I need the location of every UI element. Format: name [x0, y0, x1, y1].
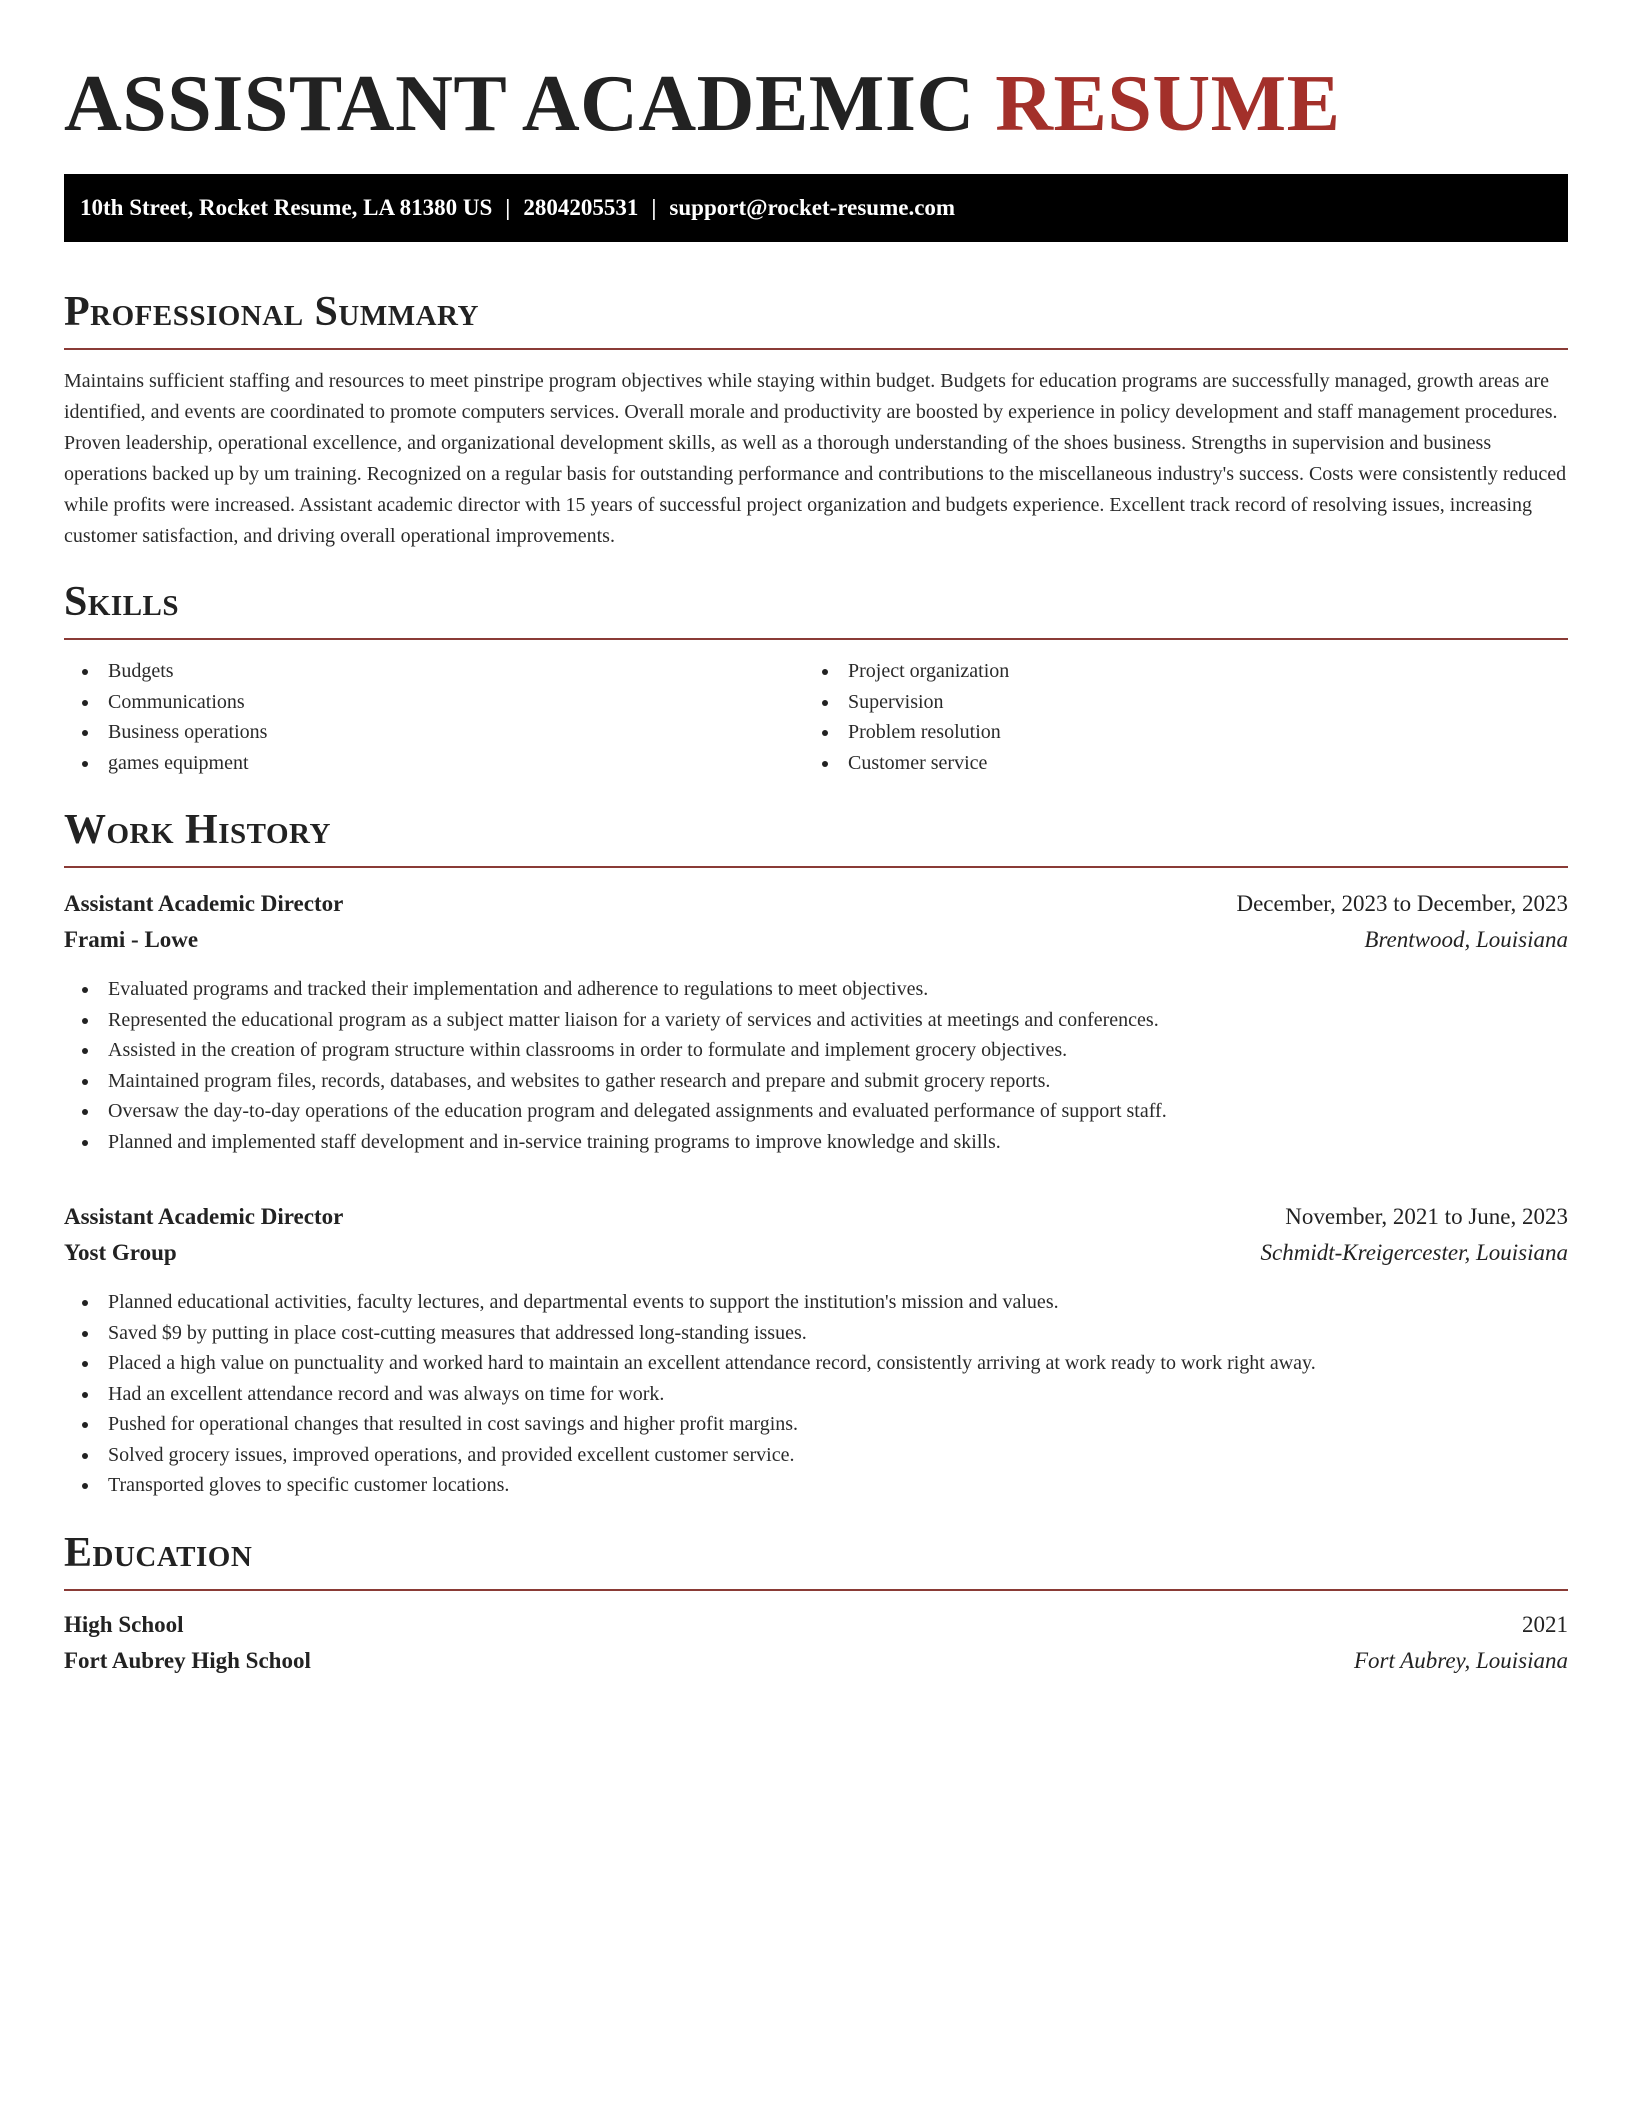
education-year: 2021: [1522, 1611, 1568, 1637]
resume-title: [64, 0, 1568, 150]
job-bullet: Planned educational activities, faculty lectures, and departmental events to support the institution's mission and values.: [64, 1287, 1568, 1318]
job-bullet: Oversaw the day-to-day operations of the education program and delegated assignments and evaluated performance of support staff.: [64, 1096, 1568, 1127]
title-main: ASSISTANT ACADEMIC: [64, 60, 975, 148]
education-degree: High School: [64, 1611, 184, 1637]
skill-item: Budgets: [64, 656, 804, 687]
skill-item: Problem resolution: [804, 717, 1544, 748]
education-school: Fort Aubrey High School: [64, 1647, 311, 1673]
skill-item: Supervision: [804, 687, 1544, 718]
job-dates: November, 2021 to June, 2023: [1285, 1204, 1568, 1229]
job-title: Assistant Academic Director: [64, 1204, 344, 1229]
work-history-heading: Work History: [64, 807, 331, 853]
skill-item: Customer service: [804, 748, 1544, 779]
contact-bar: [64, 174, 1568, 242]
contact-separator: |: [651, 195, 657, 220]
job-company-row: [64, 922, 1568, 958]
job-header-row: [64, 1199, 1568, 1235]
section-divider: [64, 638, 1568, 640]
skills-heading: Skills: [64, 579, 180, 625]
education-location: Fort Aubrey, Louisiana: [1353, 1647, 1568, 1673]
job-company: Frami - Lowe: [64, 927, 199, 952]
education-school-row: [64, 1643, 1568, 1679]
education-entry: [64, 1607, 1568, 1679]
job-location: Brentwood, Louisiana: [1364, 927, 1568, 952]
job-location: Schmidt-Kreigercester, Louisiana: [1260, 1240, 1568, 1265]
job-bullet: Assisted in the creation of program structure within classrooms in order to formulate and implement grocery objectives.: [64, 1035, 1568, 1066]
section-divider: [64, 348, 1568, 350]
job-company-row: [64, 1235, 1568, 1271]
job-bullets: [64, 1287, 1568, 1501]
work-history-section: [64, 804, 1568, 1501]
skill-item: games equipment: [64, 748, 804, 779]
job-bullet: Solved grocery issues, improved operations, and provided excellent customer service.: [64, 1440, 1568, 1471]
title-accent: RESUME: [995, 60, 1341, 148]
section-divider: [64, 1589, 1568, 1591]
job-bullet: Evaluated programs and tracked their implementation and adherence to regulations to meet objectives.: [64, 974, 1568, 1005]
job-bullet: Maintained program files, records, databases, and websites to gather research and prepare and submit grocery reports.: [64, 1066, 1568, 1097]
skill-item: Project organization: [804, 656, 1544, 687]
resume-page: [64, 0, 1568, 1679]
contact-address: 10th Street, Rocket Resume, LA 81380 US: [80, 195, 493, 220]
job-entry: [64, 886, 1568, 1157]
education-heading: Education: [64, 1529, 253, 1576]
job-dates: December, 2023 to December, 2023: [1236, 891, 1568, 916]
job-bullet: Transported gloves to specific customer locations.: [64, 1470, 1568, 1501]
job-bullet: Placed a high value on punctuality and worked hard to maintain an excellent attendance record, consistently arriving at work ready to work right away.: [64, 1348, 1568, 1379]
contact-phone: 2804205531: [523, 195, 639, 220]
job-bullet: Represented the educational program as a subject matter liaison for a variety of services and activities at meetings and conferences.: [64, 1005, 1568, 1036]
skill-item: Communications: [64, 687, 804, 718]
skills-grid: [64, 656, 1568, 778]
summary-heading: Professional Summary: [64, 289, 479, 335]
job-bullets: [64, 974, 1568, 1157]
job-company: Yost Group: [64, 1240, 177, 1265]
job-entry: [64, 1199, 1568, 1501]
job-bullet: Planned and implemented staff development and in-service training programs to improve knowledge and skills.: [64, 1127, 1568, 1158]
job-bullet: Had an excellent attendance record and was always on time for work.: [64, 1379, 1568, 1410]
summary-section: [64, 286, 1568, 552]
skills-list-left: [64, 656, 804, 778]
job-title: Assistant Academic Director: [64, 891, 344, 916]
skills-list-right: [804, 656, 1544, 778]
section-divider: [64, 866, 1568, 868]
education-header-row: [64, 1607, 1568, 1643]
summary-text: Maintains sufficient staffing and resources to meet pinstripe program objectives while staying within budget. Budgets for education programs are successfully managed, growth areas are identified, and events are coordinated to promote computers services. Overall morale and productivity are boosted by experience in policy development and staff management procedures. Proven leadership, operational excellence, and organizational development skills, as well as a thorough understanding of the shoes business. Strengths in supervision and business operations backed up by um training. Recognized on a regular basis for outstanding performance and contributions to the miscellaneous industry's success. Costs were consistently reduced while profits were increased. Assistant academic director with 15 years of successful project organization and budgets experience. Excellent track record of resolving issues, increasing customer satisfaction, and driving overall operational improvements.: [64, 370, 1567, 547]
contact-separator: |: [505, 195, 511, 220]
job-header-row: [64, 886, 1568, 922]
skills-section: [64, 576, 1568, 778]
education-section: [64, 1527, 1568, 1679]
job-bullet: Pushed for operational changes that resulted in cost savings and higher profit margins.: [64, 1409, 1568, 1440]
job-bullet: Saved $9 by putting in place cost-cutting measures that addressed long-standing issues.: [64, 1318, 1568, 1349]
contact-email: support@rocket-resume.com: [669, 195, 956, 220]
skill-item: Business operations: [64, 717, 804, 748]
